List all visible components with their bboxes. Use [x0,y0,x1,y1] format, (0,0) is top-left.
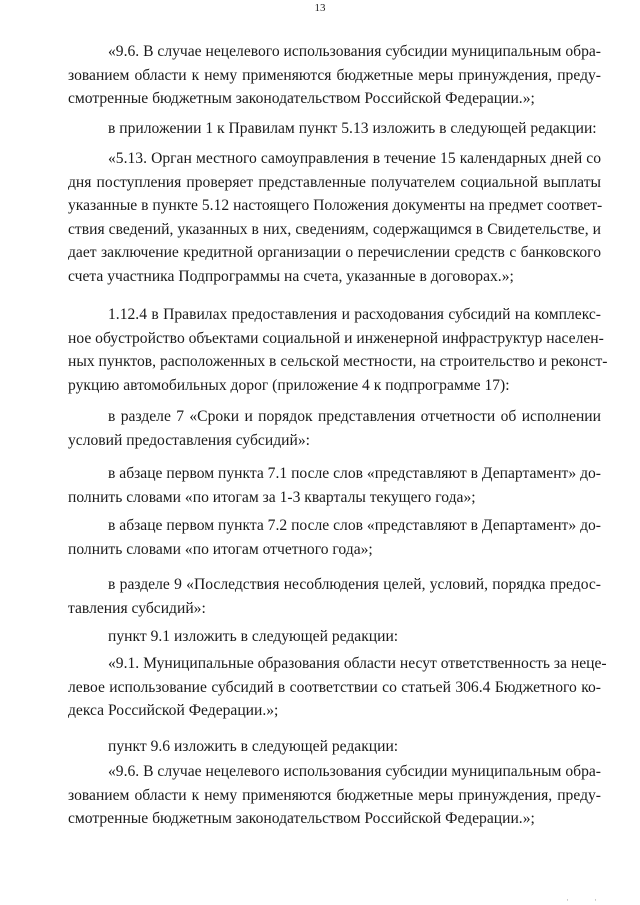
paragraph [68,573,601,620]
text-line: в разделе 9 «Последствия несоблюдения целей, условий, порядка предос- [108,576,601,593]
text-line: в абзаце первом пункта 7.1 после слов «представляют в Департамент» до- [108,465,601,482]
paragraph [68,462,601,509]
paragraph [68,652,607,723]
page-number: 13 [314,2,326,14]
text-line: ное обустройство объектами социальной и инженерной инфраструктур населен- [68,329,604,347]
text-line: зованием области к нему применяются бюджетные меры принуждения, преду- [68,66,601,84]
text-line: «9.1. Муниципальные образования области несут ответственность за неце- [108,655,607,672]
paragraph [68,303,608,397]
text-line: полнить словами «по итогам отчетного года»; [68,540,373,558]
text-line: пункт 9.1 изложить в следующей редакции: [108,628,399,645]
paragraph [68,735,601,759]
text-line: «9.6. В случае нецелевого использования субсидии муниципальным обра- [108,763,601,780]
text-line: ных пунктов, расположенных в сельской местности, на строительство и реконст- [68,353,608,370]
text-line: в приложении 1 к Правилам пункт 5.13 изложить в следующей редакции: [108,120,597,137]
paragraph [68,625,601,649]
paragraph [68,760,601,831]
text-line: дает заключение кредитной организации о перечислении средств с банковского [68,244,601,261]
text-line: пункт 9.6 изложить в следующей редакции: [108,738,399,755]
text-line: зованием области к нему применяются бюджетные меры принуждения, преду- [68,786,601,804]
text-line: рукцию автомобильных дорог (приложение 4 к подпрограмме 17): [68,376,510,394]
text-line: смотренные бюджетным законодательством Российской Федерации.»; [68,90,535,107]
text-line: 1.12.4 в Правилах предоставления и расходования субсидий на комплекс- [108,306,601,323]
paragraph [68,147,601,288]
text-line: тавления субсидий»: [68,599,206,617]
scan-mark: · [566,895,569,905]
paragraph [68,514,601,561]
text-line: счета участника Подпрограммы на счета, указанные в договорах.»; [68,267,514,285]
text-line: указанные в пункте 5.12 настоящего Положения документы на предмет соответ- [68,197,603,214]
text-line: смотренные бюджетным законодательством Российской Федерации.»; [68,810,535,827]
paragraph [68,405,601,452]
text-line: ствия сведений, указанных в них, сведениям, содержащимся в Свидетельстве, и [68,220,601,238]
paragraph [68,40,601,111]
text-line: в абзаце первом пункта 7.2 после слов «представляют в Департамент» до- [108,517,601,534]
scan-mark: · [594,895,597,905]
text-line: «5.13. Орган местного самоуправления в течение 15 календарных дней со [108,150,601,167]
text-line: декса Российской Федерации.»; [68,702,279,719]
text-line: условий предоставления субсидий»: [68,431,310,449]
paragraph [68,117,601,141]
text-line: «9.6. В случае нецелевого использования субсидии муниципальным обра- [108,43,601,60]
text-line: левое использование субсидий в соответствии со статьей 306.4 Бюджетного ко- [68,678,601,696]
text-line: дня поступления проверяет представленные получателем социальной выплаты [68,173,601,191]
text-line: полнить словами «по итогам за 1-3 кварталы текущего года»; [68,488,476,506]
text-line: в разделе 7 «Сроки и порядок представления отчетности об исполнении [108,408,601,425]
